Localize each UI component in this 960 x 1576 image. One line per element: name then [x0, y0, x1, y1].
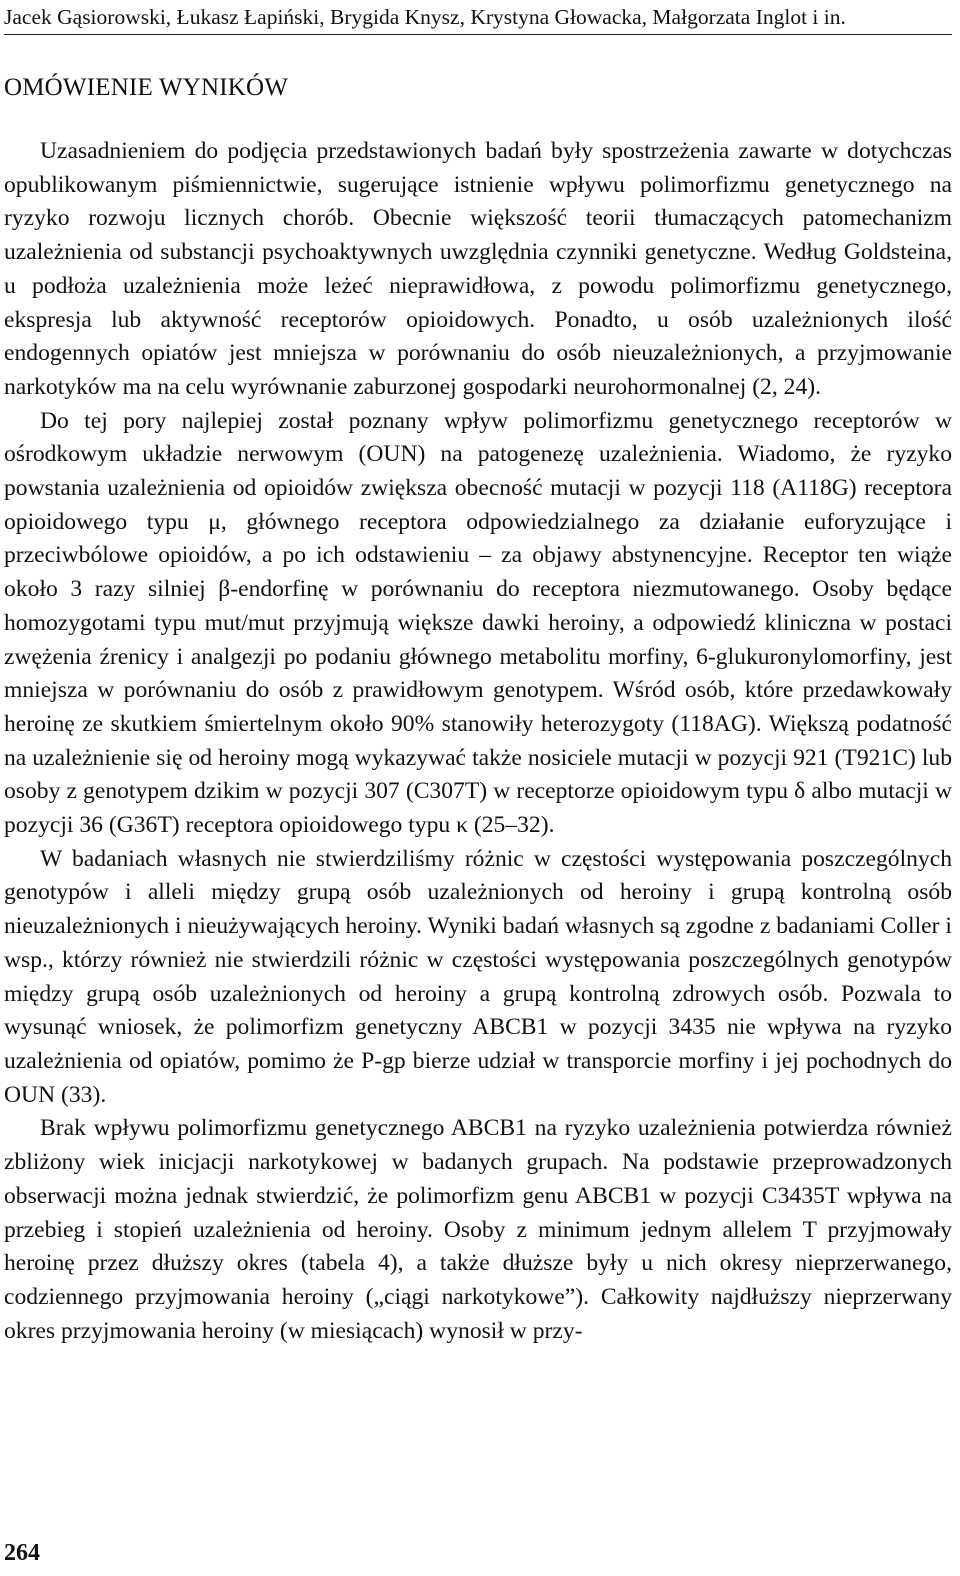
body-text: [4, 135, 952, 1348]
running-header: Jacek Gąsiorowski, Łukasz Łapiński, Brygida Knysz, Krystyna Głowacka, Małgorzata Inglot i in.: [4, 4, 952, 35]
paragraph-3: W badaniach własnych nie stwierdziliśmy różnic w częstości występowania poszczególnych genotypów i alleli między grupą osób uzależnionych od heroiny i grupą kontrolną osób nieuzależnionych i nieużywających heroiny. Wyniki badań własnych są zgodne z badaniami Coller i wsp., którzy również nie stwierdzili różnic w częstości występowania poszczególnych genotypów między grupą osób uzależnionych od heroiny a grupą kontrolną zdrowych osób. Pozwala to wysunąć wniosek, że polimorfizm genetyczny ABCB1 w pozycji 3435 nie wpływa na ryzyko uzależnienia od opiatów, pomimo że P-gp bierze udział w transporcie morfiny i jej pochodnych do OUN (33).: [4, 845, 952, 1108]
page-number: 264: [4, 1540, 40, 1566]
paragraph-1: Uzasadnieniem do podjęcia przedstawionych badań były spostrzeżenia zawarte w dotychczas opublikowanym piśmiennictwie, sugerujące istnienie wpływu polimorfizmu genetycznego na ryzyko rozwoju licznych chorób. Obecnie większość teorii tłumaczących patomechanizm uzależnienia od substancji psychoaktywnych uwzględnia czynniki genetyczne. Według Goldsteina, u podłoża uzależnienia może leżeć nieprawidłowa, z powodu polimorfizmu genetycznego, ekspresja lub aktywność receptorów opioidowych. Ponadto, u osób uzależnionych ilość endogennych opiatów jest mniejsza w porównaniu do osób nieuzależnionych, a przyjmowanie narkotyków ma na celu wyrównanie zaburzonej gospodarki neurohormonalnej (2, 24).: [4, 138, 952, 400]
page: [4, 0, 952, 1348]
section-title: OMÓWIENIE WYNIKÓW: [4, 74, 289, 101]
paragraph-2: Do tej pory najlepiej został poznany wpływ polimorfizmu genetycznego receptorów w ośrodkowym układzie nerwowym (OUN) na patogenezę uzależnienia. Wiadomo, że ryzyko powstania uzależnienia od opioidów zwiększa obecność mutacji w pozycji 118 (A118G) receptora opioidowego typu μ, głównego receptora odpowiedzialnego za działanie euforyzujące i przeciwbólowe opioidów, a po ich odstawieniu – za objawy abstynencyjne. Receptor ten wiąże około 3 razy silniej β-endorfinę w porównaniu do receptora niezmutowanego. Osoby będące homozygotami typu mut/mut przyjmują większe dawki heroiny, a odpowiedź kliniczna w postaci zwężenia źrenicy i analgezji po podaniu głównego metabolitu morfiny, 6-glukuronylomorfiny, jest mniejsza w porównaniu do osób z prawidłowym genotypem. Wśród osób, które przedawkowały heroinę ze skutkiem śmiertelnym około 90% stanowiły heterozygoty (118AG). Większą podatność na uzależnienie się od heroiny mogą wykazywać także nosiciele mutacji w pozycji 921 (T921C) lub osoby z genotypem dzikim w pozycji 307 (C307T) w receptorze opioidowym typu δ albo mutacji w pozycji 36 (G36T) receptora opioidowego typu κ (25–32).: [4, 407, 952, 839]
paragraph-4: Brak wpływu polimorfizmu genetycznego ABCB1 na ryzyko uzależnienia potwierdza również zbliżony wiek inicjacji narkotykowej w badanych grupach. Na podstawie przeprowadzonych obserwacji można jednak stwierdzić, że polimorfizm genu ABCB1 w pozycji C3435T wpływa na przebieg i stopień uzależnienia od heroiny. Osoby z minimum jednym allelem T przyjmowały heroinę przez dłuższy okres (tabela 4), a także dłuższe były u nich okresy nieprzerwanego, codziennego przyjmowania heroiny („ciągi narkotykowe”). Całkowity najdłuższy nieprzerwany okres przyjmowania heroiny (w miesiącach) wynosił w przy-: [4, 1115, 952, 1344]
